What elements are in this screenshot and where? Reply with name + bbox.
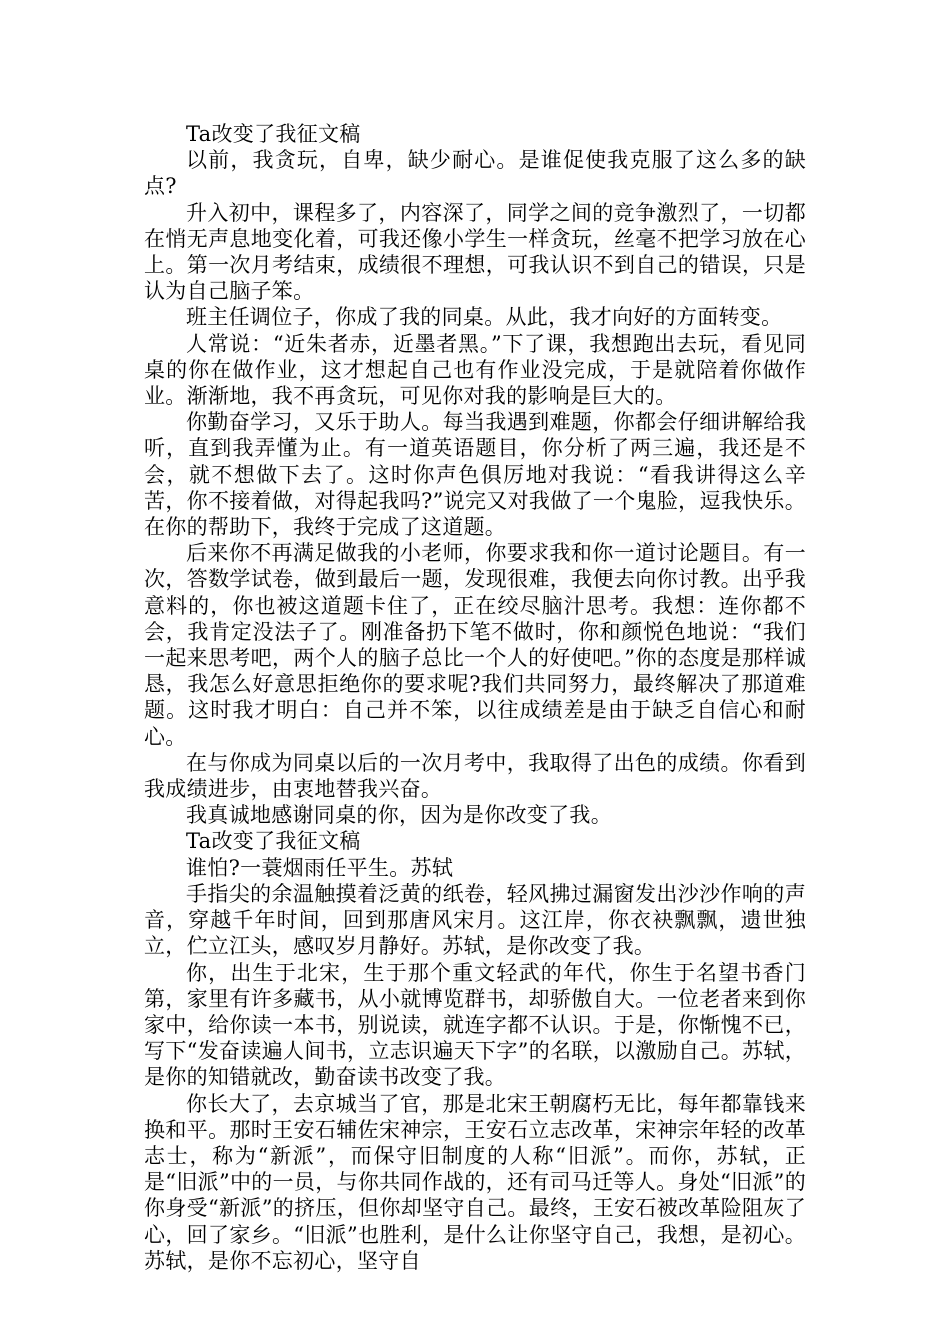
paragraph: 后来你不再满足做我的小老师，你要求我和你一道讨论题目。有一次，答数学试卷，做到最后一题，发现很难，我便去向你讨教。出乎我意料的，你也被这道题卡住了，正在绞尽脑汁思考。我想：连你都不会，我肯定没法子了。刚准备扔下笔不做时，你和颜悦色地说：“我们一起来思考吧，两个人的脑子总比一个人的好使吧。”你的态度是那样诚恳，我怎么好意思拒绝你的要求呢?我们共同努力，最终解决了那道难题。这时我才明白：自己并不笨，以往成绩差是由于缺乏自信心和耐心。: [144, 541, 806, 749]
paragraph: 手指尖的余温触摸着泛黄的纸卷，轻风拂过漏窗发出沙沙作响的声音，穿越千年时间，回到那唐风宋月。这江岸，你衣袂飘飘，遗世独立，伫立江头，感叹岁月静好。苏轼，是你改变了我。: [144, 881, 806, 959]
quote-line: 谁怕?一蓑烟雨任平生。苏轼: [186, 855, 454, 880]
essay-title: Ta改变了我征文稿: [186, 829, 361, 854]
paragraph: 你长大了，去京城当了官，那是北宋王朝腐朽无比，每年都靠钱来换和平。那时王安石辅佐宋神宗，王安石立志改革，宋神宗年轻的改革志士，称为“新派”，而保守旧制度的人称“旧派”。而你，苏轼，正是“旧派”中的一员，与你共同作战的，还有司马迁等人。身处“旧派”的你身受“新派”的挤压，但你却坚守自己。最终，王安石被改革险阻灰了心，回了家乡。“旧派”也胜利，是什么让你坚守自己，我想，是初心。苏轼，是你不忘初心，坚守自: [144, 1091, 806, 1273]
paragraph: 我真诚地感谢同桌的你，因为是你改变了我。: [186, 803, 612, 828]
paragraph: 人常说：“近朱者赤，近墨者黑。”下了课，我想跑出去玩，看见同桌的你在做作业，这才想起自己也有作业没完成，于是就陪着你做作业。渐渐地，我不再贪玩，可见你对我的影响是巨大的。: [144, 331, 806, 409]
document-page: [144, 121, 806, 1274]
paragraph: 班主任调位子，你成了我的同桌。从此，我才向好的方面转变。: [186, 305, 783, 330]
paragraph: 你，出生于北宋，生于那个重文轻武的年代，你生于名望书香门第，家里有许多藏书，从小就博览群书，却骄傲自大。一位老者来到你家中，给你读一本书，别说读，就连字都不认识。于是，你惭愧不已，写下“发奋读遍人间书，立志识遍天下字”的名联，以激励自己。苏轼，是你的知错就改，勤奋读书改变了我。: [144, 960, 806, 1090]
essay-title: Ta改变了我征文稿: [186, 122, 361, 146]
paragraph: 你勤奋学习，又乐于助人。每当我遇到难题，你都会仔细讲解给我听，直到我弄懂为止。有一道英语题目，你分析了两三遍，我还是不会，就不想做下去了。这时你声色俱厉地对我说：“看我讲得这么辛苦，你不接着做，对得起我吗?”说完又对我做了一个鬼脸，逗我快乐。在你的帮助下，我终于完成了这道题。: [144, 410, 806, 540]
paragraph: 在与你成为同桌以后的一次月考中，我取得了出色的成绩。你看到我成绩进步，由衷地替我兴奋。: [144, 750, 806, 802]
paragraph: 升入初中，课程多了，内容深了，同学之间的竞争激烈了，一切都在悄无声息地变化着，可我还像小学生一样贪玩，丝毫不把学习放在心上。第一次月考结束，成绩很不理想，可我认识不到自己的错误，只是认为自己脑子笨。: [144, 200, 806, 304]
paragraph: 以前，我贪玩，自卑，缺少耐心。是谁促使我克服了这么多的缺点?: [144, 148, 806, 199]
